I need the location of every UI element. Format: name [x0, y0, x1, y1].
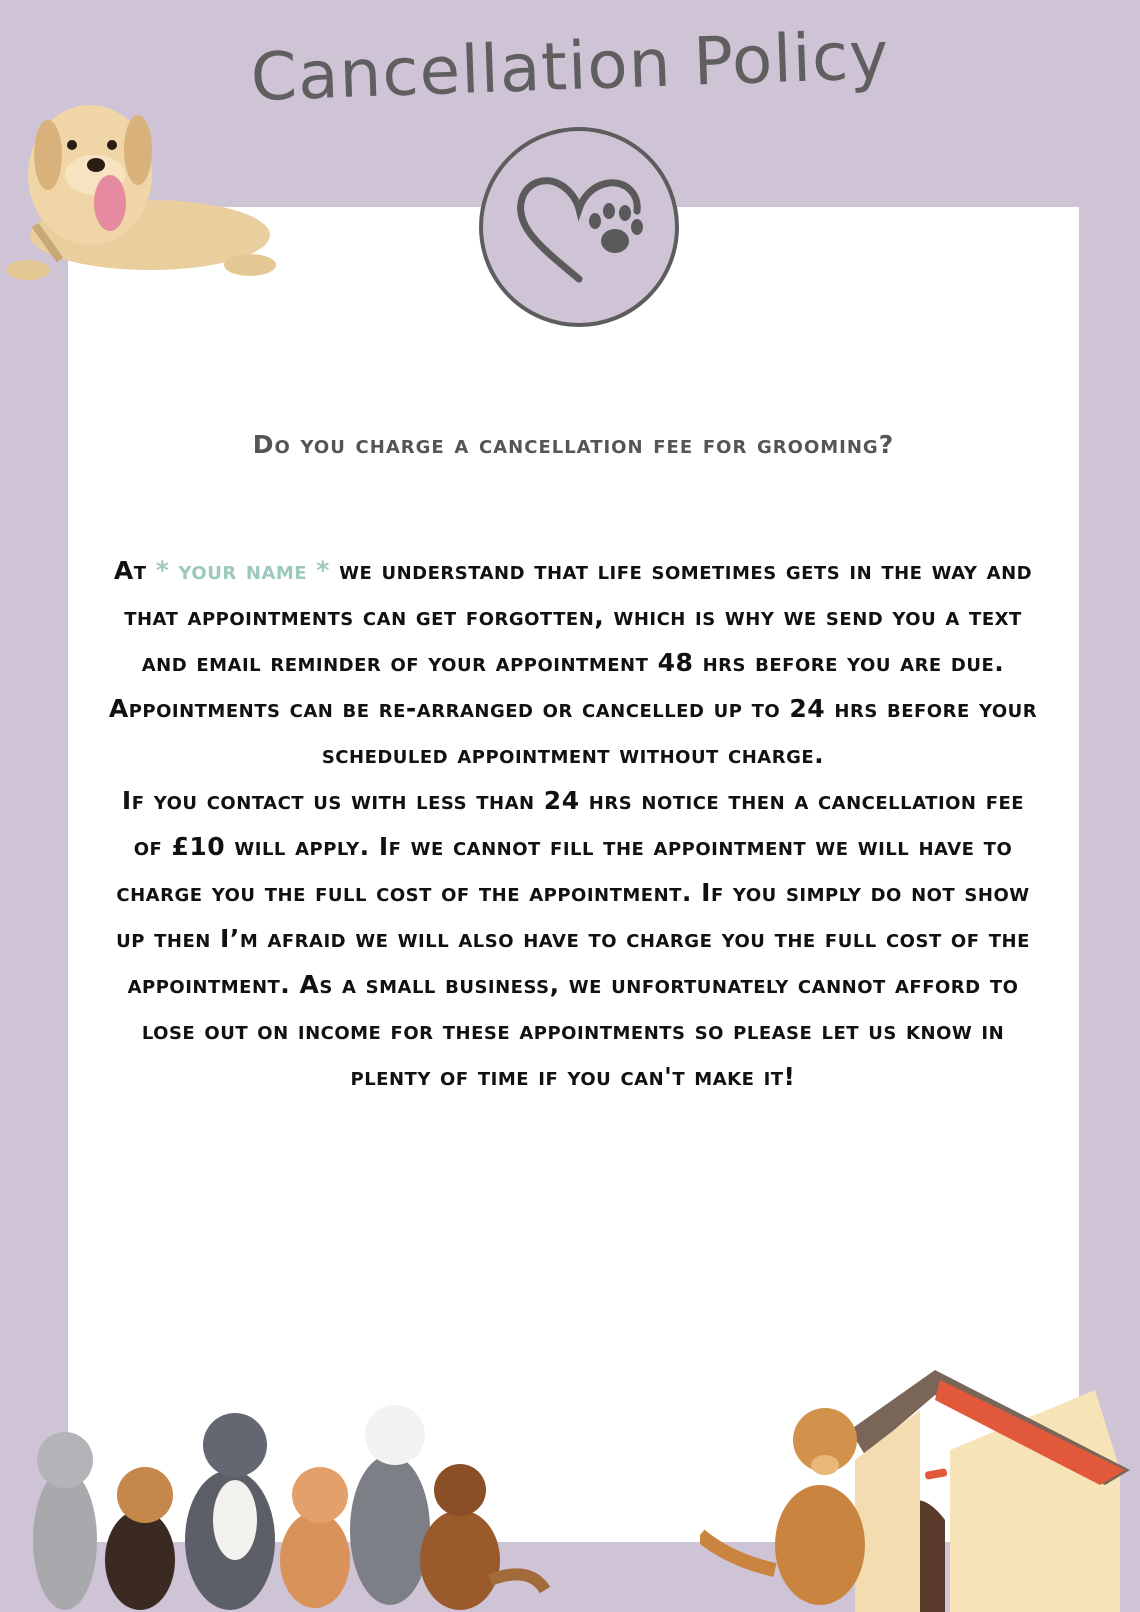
reschedule-paragraph: Appointments can be re-arranged or cancelled up to 24 hrs before your scheduled appointment without charge.: [108, 694, 1038, 769]
heart-paw-emblem: [479, 127, 679, 327]
lying-dog-illustration: [0, 75, 285, 290]
business-name-placeholder: * your name *: [155, 556, 330, 585]
intro-text: we understand that life sometimes gets in the way and that appointments can get forgotten, which is why we send you a text and email reminder of your appointment 48 hrs before you are due.: [124, 556, 1033, 677]
heart-paw-icon: [483, 131, 675, 323]
page-title: Cancellation Policy: [249, 16, 891, 117]
dog-house-illustration: [700, 1370, 1140, 1612]
policy-body: [108, 548, 1038, 1100]
dog-group-illustration: [20, 1390, 560, 1612]
faq-question: Do you charge a cancellation fee for grooming?: [252, 430, 895, 459]
fee-paragraph: If you contact us with less than 24 hrs notice then a cancellation fee of £10 will apply. If we cannot fill the appointment we will have to charge you the full cost of the appointment. If you simply do not show up then I’m afraid we will also have to charge you the full cost of the appointment. As a small business, we unfortunately cannot afford to lose out on income for these appointments so please let us know in plenty of time if you can't make it!: [116, 786, 1030, 1091]
intro-prefix: At: [113, 556, 147, 585]
